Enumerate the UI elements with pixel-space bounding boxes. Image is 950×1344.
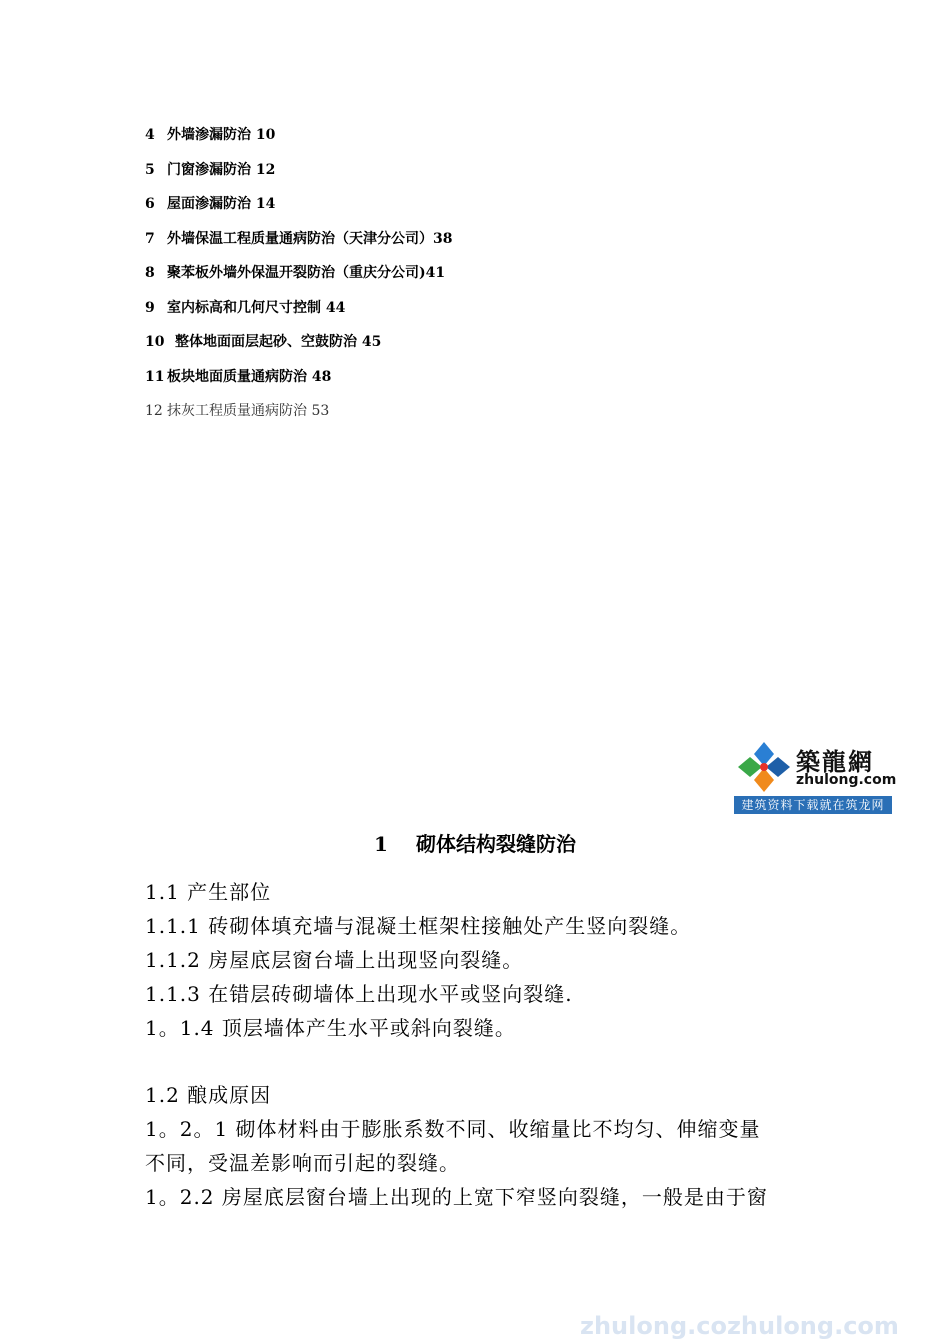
chapter-number: 1 — [374, 832, 388, 856]
toc-item[interactable] — [145, 125, 275, 145]
toc-number: 6 — [145, 196, 155, 212]
toc-item[interactable] — [145, 367, 331, 387]
logo-name: 築龍網 — [796, 747, 874, 776]
toc-item[interactable] — [145, 401, 329, 421]
toc-text: 外墙渗漏防治 10 — [167, 127, 276, 143]
body-paragraph: 1.1.1 砖砌体填充墙与混凝土框架柱接触处产生竖向裂缝。 — [145, 914, 692, 938]
toc-number: 5 — [145, 162, 155, 178]
chapter-heading: 砌体结构裂缝防治 — [415, 832, 576, 856]
watermark-text: zhulong.cozhulong.com — [580, 1312, 899, 1340]
toc-number: 4 — [145, 127, 155, 143]
toc-text: 整体地面面层起砂、空鼓防治 45 — [175, 334, 382, 350]
toc-item[interactable] — [145, 263, 445, 283]
section-heading: 1.1 产生部位 — [145, 880, 272, 904]
logo-top — [734, 738, 897, 796]
toc-number: 7 — [145, 231, 155, 247]
toc-item[interactable] — [145, 298, 345, 318]
toc-number: 12 — [145, 403, 163, 419]
body-paragraph: 1.1.3 在错层砖砌墙体上出现水平或竖向裂缝. — [145, 982, 573, 1006]
zhulong-logo — [734, 738, 897, 814]
body-paragraph: 1。2.2 房屋底层窗台墙上出现的上宽下窄竖向裂缝，一般是由于窗 — [145, 1185, 768, 1209]
toc-text: 板块地面质量通病防治 48 — [167, 369, 332, 385]
toc-item[interactable] — [145, 160, 275, 180]
logo-domain: zhulong.com — [796, 772, 897, 788]
snowflake-icon — [734, 738, 794, 796]
toc-item[interactable] — [145, 332, 381, 352]
body-paragraph: 1。1.4 顶层墙体产生水平或斜向裂缝。 — [145, 1016, 516, 1040]
toc-text: 聚苯板外墙外保温开裂防治（重庆分公司)41 — [167, 265, 446, 281]
section-heading: 1.2 酿成原因 — [145, 1083, 272, 1107]
toc-number: 9 — [145, 300, 155, 316]
toc-number: 10 — [145, 334, 165, 350]
toc-item[interactable] — [145, 229, 452, 249]
toc-text: 室内标高和几何尺寸控制 44 — [167, 300, 346, 316]
toc-number: 11 — [145, 369, 165, 385]
body-paragraph: 1。2。1 砌体材料由于膨胀系数不同、收缩量比不均匀、伸缩变量 — [145, 1117, 761, 1141]
toc-text: 外墙保温工程质量通病防治（天津分公司）38 — [167, 231, 453, 247]
body-paragraph: 不同，受温差影响而引起的裂缝。 — [145, 1151, 460, 1175]
chapter-title — [0, 828, 950, 857]
toc-text: 门窗渗漏防治 12 — [167, 162, 276, 178]
body-paragraph: 1.1.2 房屋底层窗台墙上出现竖向裂缝。 — [145, 948, 524, 972]
toc-number: 8 — [145, 265, 155, 281]
toc-text: 屋面渗漏防治 14 — [167, 196, 276, 212]
logo-slogan: 建筑资料下载就在筑龙网 — [734, 796, 892, 814]
toc-item[interactable] — [145, 194, 275, 214]
toc-text: 抹灰工程质量通病防治 53 — [167, 403, 330, 419]
